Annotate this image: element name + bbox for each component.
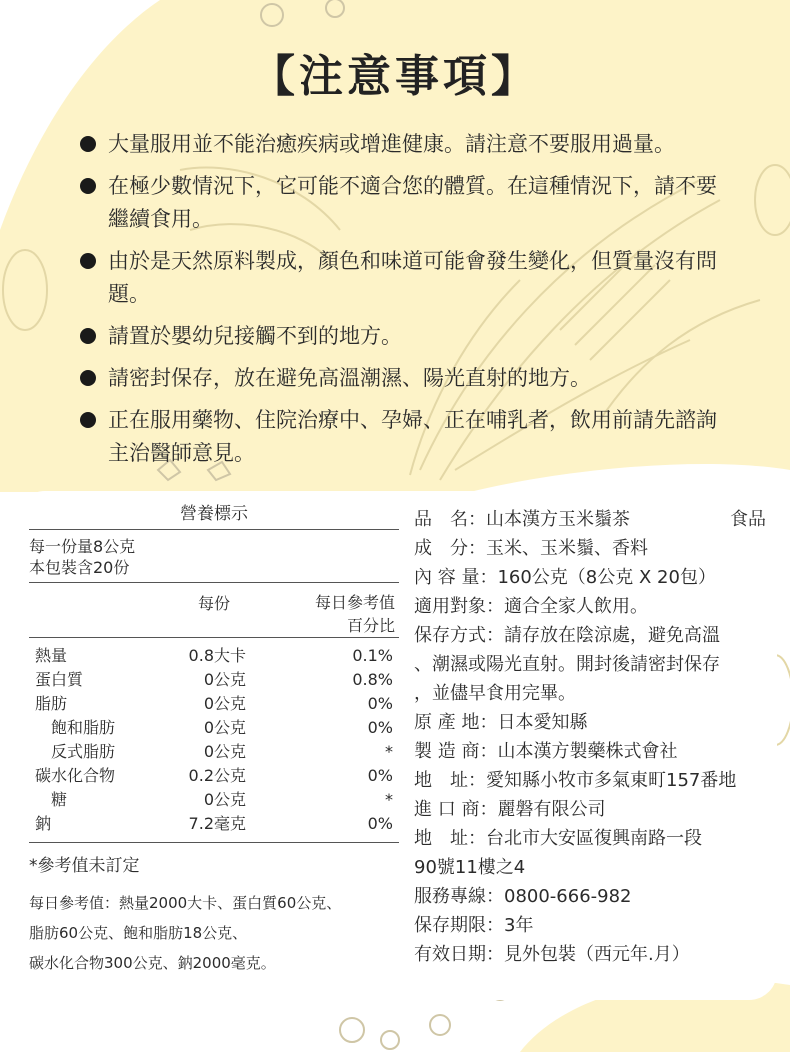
info-value: 、潮濕或陽光直射。開封後請密封保存	[414, 654, 720, 675]
nutrient-amount: 0公克	[203, 694, 246, 713]
nutrition-row	[29, 740, 399, 764]
info-label: 有效日期：	[414, 944, 504, 965]
nutrient-name: 熱量	[35, 646, 68, 665]
nutrient-amount: 0.2公克	[188, 766, 246, 785]
notice-list	[80, 128, 730, 479]
serving-size: 每一份量8公克	[29, 537, 136, 556]
nutrient-percent: *	[385, 790, 393, 809]
info-label: 成 分：	[414, 538, 486, 559]
product-info-line	[414, 737, 774, 766]
info-label: 保存期限：	[414, 915, 504, 936]
info-label: 原 產 地：	[414, 712, 498, 733]
product-info-line	[414, 882, 774, 911]
nutrient-percent: 0%	[367, 766, 393, 785]
info-value: 台北市大安區復興南路一段	[486, 828, 702, 849]
nutrition-footnote: *參考值未訂定	[29, 856, 140, 876]
col-daily-line1: 每日參考值	[314, 593, 395, 612]
nutrient-percent: 0%	[367, 694, 393, 713]
daily-reference-line: 碳水化合物300公克、鈉2000毫克。	[29, 954, 276, 972]
info-value: 山本漢方製藥株式會社	[497, 741, 678, 762]
nutrition-row	[29, 788, 399, 812]
nutrition-row	[29, 644, 399, 668]
page-title: 【注意事項】	[251, 51, 539, 102]
product-info-line	[414, 534, 774, 563]
nutrient-amount: 7.2毫克	[188, 814, 246, 833]
product-info-line	[414, 505, 774, 534]
info-value: 山本漢方玉米鬚茶	[486, 509, 630, 530]
product-info-line	[414, 853, 774, 882]
notice-text: 請密封保存，放在避免高溫潮濕、陽光直射的地方。	[108, 366, 591, 390]
bullet-icon	[80, 136, 96, 152]
product-info-line	[414, 650, 774, 679]
info-value: 請存放在陰涼處，避免高溫	[504, 625, 720, 646]
notice-text: 大量服用並不能治癒疾病或增進健康。請注意不要服用過量。	[108, 132, 675, 156]
nutrient-percent: *	[385, 742, 393, 761]
nutrient-name: 脂肪	[35, 694, 68, 713]
info-value: 適合全家人飲用。	[504, 596, 648, 617]
daily-reference-line: 脂肪60公克、飽和脂肪18公克、	[29, 924, 248, 942]
col-daily-line2: 百分比	[346, 616, 395, 635]
product-info-line	[414, 795, 774, 824]
notice-item	[80, 245, 730, 311]
product-info-line	[414, 592, 774, 621]
info-label: 進 口 商：	[414, 799, 498, 820]
nutrient-amount: 0公克	[203, 718, 246, 737]
info-value: ，並儘早食用完畢。	[414, 683, 576, 704]
daily-reference-line: 每日參考值：熱量2000大卡、蛋白質60公克、	[29, 894, 342, 912]
daily-reference	[29, 888, 399, 978]
product-info-line	[414, 563, 774, 592]
nutrition-row	[29, 668, 399, 692]
info-label: 服務專線：	[414, 886, 504, 907]
info-value: 160公克（8公克 X 20包）	[497, 567, 716, 588]
nutrition-title: 營養標示	[29, 499, 399, 530]
notice-item	[80, 320, 730, 353]
nutrient-percent: 0%	[367, 718, 393, 737]
col-daily-percent	[315, 591, 395, 637]
product-info-line	[414, 621, 774, 650]
info-value: 愛知縣小牧市多氣東町157番地	[486, 770, 737, 791]
info-label: 製 造 商：	[414, 741, 498, 762]
notice-text: 在極少數情況下，它可能不適合您的體質。在這種情況下，請不要繼續食用。	[108, 174, 717, 231]
nutrient-name: 碳水化合物	[35, 766, 116, 785]
nutrition-header	[29, 583, 399, 638]
notice-text: 請置於嬰幼兒接觸不到的地方。	[108, 324, 402, 348]
nutrition-row	[29, 692, 399, 716]
nutrient-amount: 0公克	[203, 790, 246, 809]
info-value: 麗磐有限公司	[497, 799, 606, 820]
nutrient-percent: 0.8%	[352, 670, 393, 689]
notice-item	[80, 404, 730, 470]
product-info-line	[414, 766, 774, 795]
nutrient-amount: 0.8大卡	[188, 646, 246, 665]
info-label: 地 址：	[414, 828, 486, 849]
nutrition-row	[29, 716, 399, 740]
servings-per-pack: 本包裝含20份	[29, 558, 130, 577]
nutrient-percent: 0%	[367, 814, 393, 833]
info-value: 3年	[504, 915, 534, 936]
nutrition-rows	[29, 638, 399, 843]
info-label: 地 址：	[414, 770, 486, 791]
col-per-serving: 每份	[197, 594, 230, 613]
nutrition-row	[29, 812, 399, 836]
bullet-icon	[80, 178, 96, 194]
info-label: 適用對象：	[414, 596, 504, 617]
product-info-line	[414, 679, 774, 708]
nutrient-percent: 0.1%	[352, 646, 393, 665]
nutrient-name: 鈉	[35, 814, 52, 833]
bullet-icon	[80, 328, 96, 344]
nutrient-name: 反式脂肪	[51, 742, 116, 761]
nutrient-name: 蛋白質	[35, 670, 84, 689]
info-extra: 食品	[730, 509, 766, 530]
info-card	[17, 491, 777, 1000]
nutrient-name: 飽和脂肪	[51, 718, 116, 737]
info-value: 玉米、玉米鬚、香料	[486, 538, 648, 559]
product-info-line	[414, 940, 774, 969]
product-info-line	[414, 911, 774, 940]
info-label: 內 容 量：	[414, 567, 498, 588]
serving-info	[29, 530, 399, 583]
bullet-icon	[80, 412, 96, 428]
notice-item	[80, 170, 730, 236]
notice-text: 由於是天然原料製成，顏色和味道可能會發生變化，但質量沒有問題。	[108, 249, 717, 306]
bullet-icon	[80, 253, 96, 269]
product-info-line	[414, 708, 774, 737]
notice-item	[80, 362, 730, 395]
info-value: 見外包裝（西元年.月）	[504, 944, 690, 965]
nutrient-amount: 0公克	[203, 670, 246, 689]
nutrition-row	[29, 764, 399, 788]
nutrition-table	[29, 499, 399, 978]
bullet-icon	[80, 370, 96, 386]
info-value: 90號11樓之4	[414, 857, 526, 878]
info-value: 0800-666-982	[504, 886, 632, 907]
info-label: 保存方式：	[414, 625, 504, 646]
info-value: 日本愛知縣	[497, 712, 588, 733]
product-info-line	[414, 824, 774, 853]
product-info	[414, 505, 774, 969]
nutrient-name: 糖	[51, 790, 68, 809]
nutrient-amount: 0公克	[203, 742, 246, 761]
notice-item	[80, 128, 730, 161]
notice-text: 正在服用藥物、住院治療中、孕婦、正在哺乳者，飲用前請先諮詢主治醫師意見。	[108, 408, 717, 465]
info-label: 品 名：	[414, 509, 486, 530]
